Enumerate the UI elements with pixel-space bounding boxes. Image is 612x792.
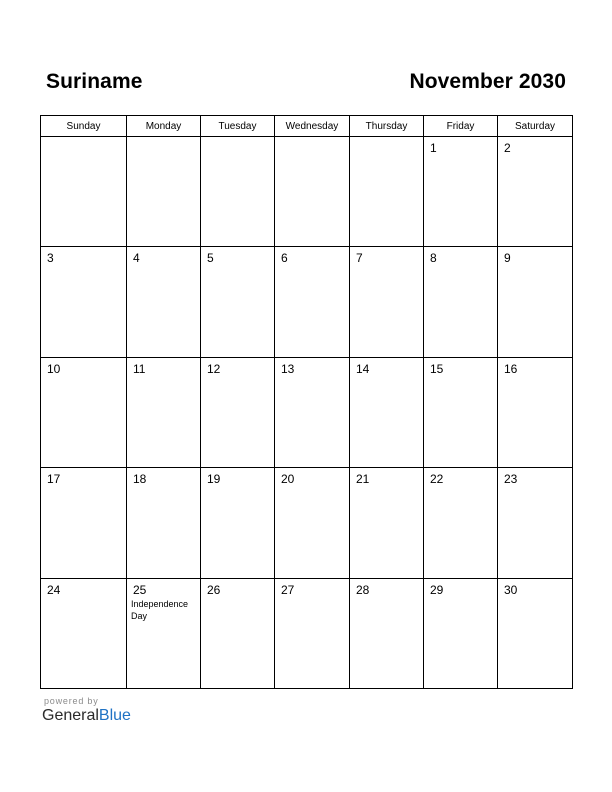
day-cell bbox=[127, 468, 201, 578]
day-number: 29 bbox=[430, 582, 444, 597]
day-number: 13 bbox=[281, 361, 295, 376]
week-row bbox=[41, 247, 573, 357]
day-cell bbox=[275, 578, 350, 688]
day-number: 26 bbox=[207, 582, 221, 597]
day-number: 20 bbox=[281, 472, 295, 487]
day-cell bbox=[127, 578, 201, 688]
powered-by-text: powered by bbox=[44, 696, 99, 706]
day-cell bbox=[201, 357, 275, 467]
weekday-sunday: Sunday bbox=[41, 116, 127, 137]
week-row bbox=[41, 578, 573, 688]
week-row bbox=[41, 357, 573, 467]
day-number: 28 bbox=[356, 582, 370, 597]
calendar-month-title: November 2030 bbox=[409, 70, 566, 93]
day-cell bbox=[350, 357, 424, 467]
brand-blue-text: Blue bbox=[98, 707, 131, 724]
brand-general-text: General bbox=[42, 707, 99, 724]
day-cell bbox=[41, 247, 127, 357]
day-number: 6 bbox=[281, 251, 288, 266]
day-number: 19 bbox=[207, 472, 221, 487]
day-number: 25 bbox=[133, 582, 147, 597]
week-row bbox=[41, 137, 573, 247]
day-cell bbox=[201, 137, 275, 247]
day-number bbox=[127, 137, 200, 141]
day-cell bbox=[498, 468, 573, 578]
week-row bbox=[41, 468, 573, 578]
day-number: 10 bbox=[47, 361, 61, 376]
day-cell bbox=[275, 357, 350, 467]
day-cell bbox=[498, 137, 573, 247]
day-cell bbox=[41, 137, 127, 247]
calendar-country-title: Suriname bbox=[46, 70, 143, 93]
day-cell bbox=[41, 578, 127, 688]
day-number: 24 bbox=[47, 582, 61, 597]
day-number: 18 bbox=[133, 472, 147, 487]
day-cell bbox=[275, 137, 350, 247]
day-cell bbox=[41, 357, 127, 467]
day-cell bbox=[424, 357, 498, 467]
day-number: 1 bbox=[430, 141, 437, 155]
day-cell bbox=[127, 137, 201, 247]
day-cell bbox=[498, 578, 573, 688]
day-number bbox=[41, 137, 126, 141]
day-number bbox=[275, 137, 349, 141]
weekday-saturday: Saturday bbox=[498, 116, 573, 137]
brand-name bbox=[42, 707, 131, 725]
weekday-thursday: Thursday bbox=[350, 116, 424, 137]
day-number: 17 bbox=[47, 472, 61, 487]
day-number: 27 bbox=[281, 582, 295, 597]
weekday-header-row bbox=[41, 116, 573, 137]
day-cell bbox=[201, 468, 275, 578]
weekday-tuesday: Tuesday bbox=[201, 116, 275, 137]
day-cell bbox=[350, 137, 424, 247]
day-cell bbox=[201, 247, 275, 357]
day-number: 12 bbox=[207, 361, 221, 376]
day-number: 30 bbox=[504, 582, 518, 597]
calendar-grid bbox=[40, 115, 573, 689]
day-number: 4 bbox=[133, 251, 140, 266]
day-cell bbox=[350, 578, 424, 688]
weekday-wednesday: Wednesday bbox=[275, 116, 350, 137]
day-number: 5 bbox=[207, 251, 214, 266]
day-cell bbox=[41, 468, 127, 578]
day-cell bbox=[350, 247, 424, 357]
day-number: 21 bbox=[356, 472, 370, 487]
day-number: 22 bbox=[430, 472, 444, 487]
day-cell bbox=[424, 247, 498, 357]
day-cell bbox=[498, 357, 573, 467]
day-number: 7 bbox=[356, 251, 363, 266]
day-number: 2 bbox=[504, 141, 511, 155]
day-number: 16 bbox=[504, 361, 518, 376]
generalblue-logo[interactable] bbox=[42, 696, 131, 725]
day-number: 23 bbox=[504, 472, 518, 487]
day-cell bbox=[498, 247, 573, 357]
holiday-label: Independence Day bbox=[131, 598, 189, 621]
day-cell bbox=[424, 578, 498, 688]
weekday-friday: Friday bbox=[424, 116, 498, 137]
day-number bbox=[350, 137, 423, 141]
day-number: 3 bbox=[47, 251, 54, 266]
day-number: 11 bbox=[133, 361, 146, 376]
day-cell bbox=[201, 578, 275, 688]
day-number: 9 bbox=[504, 251, 511, 266]
day-cell bbox=[275, 468, 350, 578]
day-number: 8 bbox=[430, 251, 437, 266]
day-cell bbox=[424, 468, 498, 578]
day-number: 15 bbox=[430, 361, 444, 376]
day-cell bbox=[127, 357, 201, 467]
day-cell bbox=[275, 247, 350, 357]
day-cell bbox=[350, 468, 424, 578]
day-cell bbox=[424, 137, 498, 247]
weekday-monday: Monday bbox=[127, 116, 201, 137]
day-number: 14 bbox=[356, 361, 370, 376]
day-cell bbox=[127, 247, 201, 357]
day-number bbox=[201, 137, 274, 141]
